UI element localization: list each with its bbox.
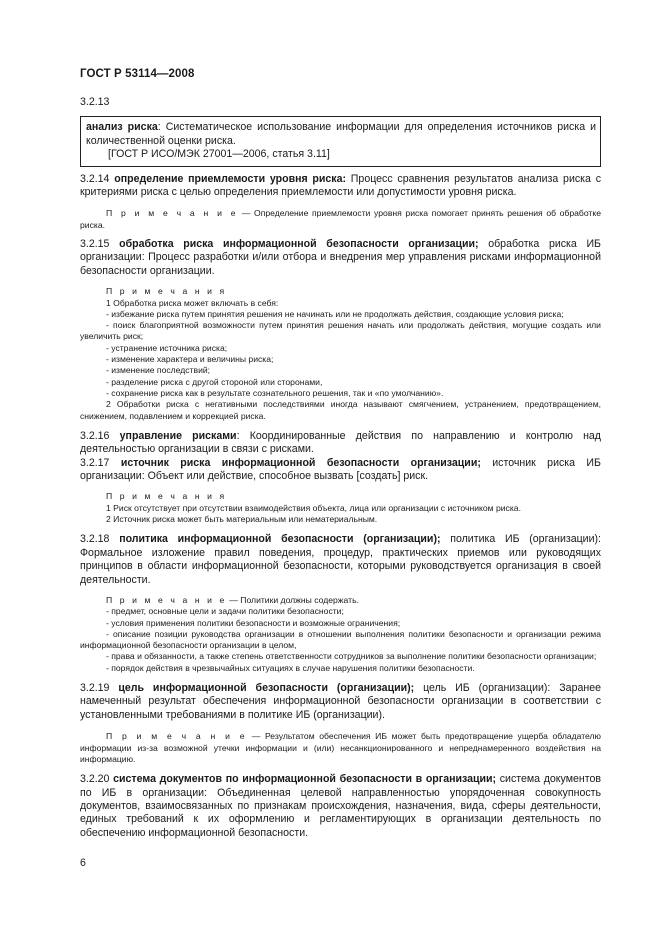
section-3-2-14: 3.2.14 определение приемлемости уровня риска: Процесс сравнения результатов анализа риска с критериями риска с целью определения приемлемости или допустимости уровня риска. <box>80 172 601 199</box>
section-3-2-18-note-item: - условия применения политики безопасности и возможные ограничения; <box>106 617 401 628</box>
section-3-2-15-note-item: - разделение риска с другой стороной или сторонами, <box>106 376 323 387</box>
page-body <box>80 96 601 840</box>
section-3-2-19: 3.2.19 цель информационной безопасности (организации); цель ИБ (организации): Заранее намеченный результат обеспечения информационной безопасности организации в соответствии с установленными требованиями в политике ИБ (организации). <box>80 682 601 721</box>
section-3-2-18-note-item: - описание позиции руководства организации в отношении выполнения политики безопасности и организации режима информационной безопасности организации в целом, <box>80 628 601 651</box>
section-3-2-17-note-2: 2 Источник риска может быть материальным или нематериальным. <box>106 514 378 525</box>
section-3-2-17-note-1: 1 Риск отсутствует при отсутствии взаимодействия объекта, лица или организации с источником риска. <box>106 502 521 513</box>
section-3-2-15-note-item: - изменение характера и величины риска; <box>106 354 274 365</box>
section-3-2-18: 3.2.18 политика информационной безопасности (организации); политика ИБ (организации): Формальное изложение правил поведения, процедур, практических приемов или руководящих принципов в области информационной безопасности, которыми руководствуется организация в своей деятельности. <box>80 533 601 586</box>
term-security-objective: цель информационной безопасности (организации); <box>118 682 415 695</box>
section-3-2-16: 3.2.16 управление рисками: Координированные действия по направлению и контролю над деятельностью организации в связи с рисками. <box>80 429 601 456</box>
section-3-2-15-note-item: - поиск благоприятной возможности путем принятия решения начать или продолжать действия, могущие создать или увеличить риск; <box>80 320 601 342</box>
section-3-2-17-notes-label: П р и м е ч а н и я <box>106 491 227 502</box>
section-3-2-18-note: П р и м е ч а н и е — Политики должны содержать. <box>106 594 359 605</box>
section-3-2-18-note-item: - порядок действия в чрезвычайных ситуациях в случае нарушения политики безопасности. <box>106 662 475 673</box>
section-3-2-13-definition: анализ риска: Систематическое использование информации для определения источников риска и количественной оценки риска. <box>86 121 597 147</box>
section-3-2-15-note-item: - устранение источника риска; <box>106 342 228 353</box>
section-3-2-20: 3.2.20 система документов по информационной безопасности в организации; система документов по ИБ в организации: Объединенная целевой направленностью упорядоченная совокупность документов, взаимосвязанных по признакам происхождения, назначения, вида, сферы деятельности, единых требований к их оформлению и регламентирующих в организации деятельность по обеспечению информационной безопасности. <box>80 773 602 839</box>
section-3-2-19-note: П р и м е ч а н и е — Результатом обеспечения ИБ может быть предотвращение ущерба обладателю информации из-за возможной утечки информации и (или) несанкционированного и непреднамеренного воздействия на информацию. <box>80 731 602 764</box>
term-risk-management: управление рисками <box>119 429 237 442</box>
term-risk-treatment: обработка риска информационной безопасности организации; <box>119 238 479 251</box>
term-risk-analysis: анализ риска <box>86 121 158 134</box>
term-risk-source: источник риска информационной безопасности организации; <box>120 456 481 469</box>
section-3-2-17: 3.2.17 источник риска информационной безопасности организации; источник риска ИБ организации: Объект или действие, способное вызвать [создать] риск. <box>80 456 601 483</box>
document-header: ГОСТ Р 53114—2008 <box>80 68 195 80</box>
term-security-policy: политика информационной безопасности (организации); <box>119 533 441 546</box>
section-3-2-14-note: П р и м е ч а н и е — Определение приемлемости уровня риска помогает принять решения об обработке риска. <box>80 208 602 230</box>
section-3-2-15-note-item: - избежание риска путем принятия решения не начинать или не продолжать действия, создающие условия риска; <box>106 308 564 319</box>
section-3-2-15-note-item: - сохранение риска как в результате сознательного решения, так и «по умолчанию». <box>106 387 444 398</box>
term-risk-acceptability: определение приемлемости уровня риска: <box>114 172 347 185</box>
page-number: 6 <box>80 857 86 869</box>
section-3-2-13-number: 3.2.13 <box>80 96 110 108</box>
section-3-2-15-notes-label: П р и м е ч а н и я <box>106 286 227 297</box>
section-3-2-18-note-item: - права и обязанности, а также степень ответственности сотрудников за выполнение политики безопасности организации; <box>106 651 597 662</box>
section-3-2-15-note-1: 1 Обработка риска может включать в себя: <box>106 297 279 308</box>
definition-box-3-2-13 <box>80 116 601 166</box>
section-3-2-15-note-2: 2 Обработки риска с негативными последствиями иногда называют смягчением, устранением, предотвращением, снижением, подавлением и коррекцией риска. <box>80 399 601 421</box>
section-3-2-15: 3.2.15 обработка риска информационной безопасности организации; обработка риска ИБ организации: Процесс разработки и/или отбора и внедрения мер управления рисками информационной безопасности организации. <box>80 238 602 277</box>
section-3-2-18-note-item: - предмет, основные цели и задачи политики безопасности; <box>106 606 344 617</box>
section-3-2-13-source: [ГОСТ Р ИСО/МЭК 27001—2006, статья 3.11] <box>108 148 330 161</box>
term-document-system: система документов по информационной безопасности в организации; <box>113 773 497 786</box>
section-3-2-15-note-item: - изменение последствий; <box>106 365 211 376</box>
